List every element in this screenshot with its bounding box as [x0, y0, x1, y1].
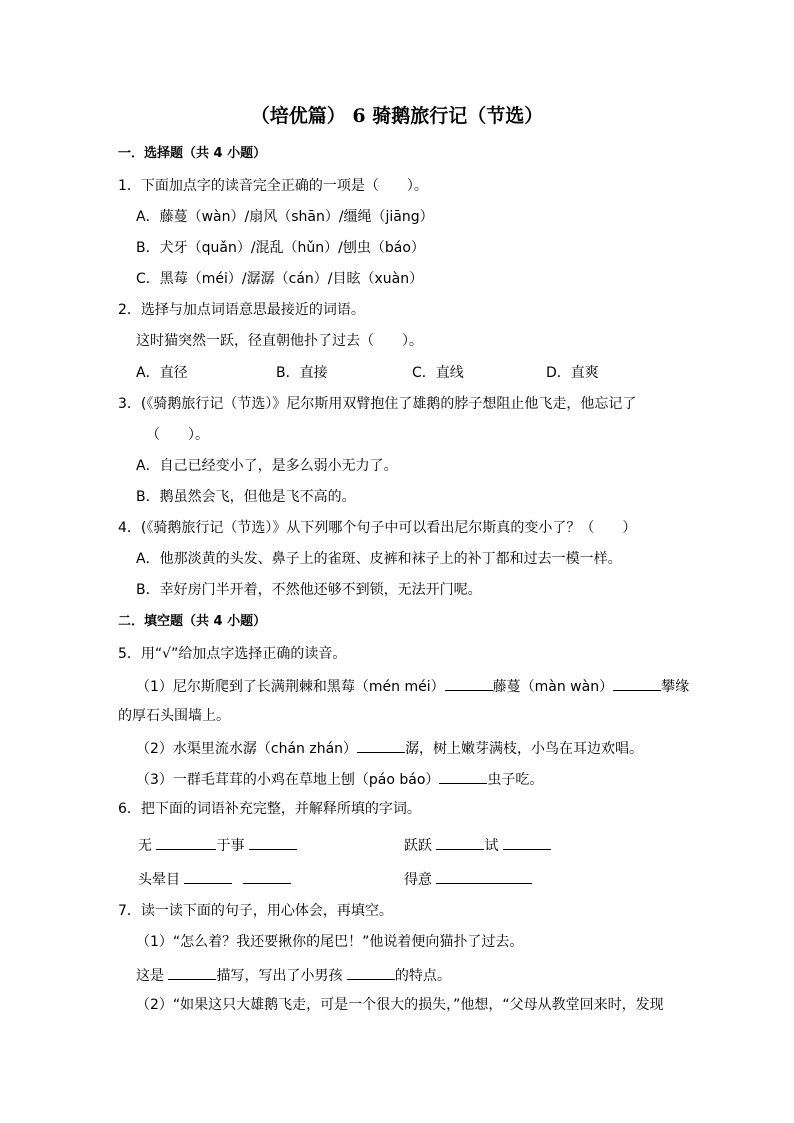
- answer-blank[interactable]: [439, 769, 487, 784]
- answer-blank[interactable]: [436, 869, 532, 884]
- question-4-option-b: B．幸好房门半开着，不然他还够不到锁，无法开门呢。: [136, 582, 482, 598]
- question-1-stem: 1．下面加点字的读音完全正确的一项是（ ）。: [118, 178, 428, 194]
- question-5-stem: 5．用“√”给加点字选择正确的读音。: [118, 646, 347, 662]
- answer-blank[interactable]: [184, 869, 232, 884]
- answer-blank[interactable]: [156, 835, 216, 850]
- question-3-stem: 3．(《骑鹅旅行记（节选）》尼尔斯用双臂抱住了雄鹅的脖子想阻止他飞走，他忘记了: [118, 396, 637, 412]
- answer-blank[interactable]: [357, 738, 405, 753]
- section-heading-choice: 一．选择题（共 4 小题）: [118, 146, 267, 161]
- question-2-option-a: A．直径: [136, 365, 188, 381]
- question-2-sentence: 这时猫突然一跃，径直朝他扑了过去（ ）。: [136, 333, 423, 349]
- question-7-item-2: （2）“如果这只大雄鹅飞走，可是一个很大的损失，”他想，“父母从教堂回来时，发现: [136, 997, 664, 1013]
- question-3-option-b: B．鹅虽然会飞，但他是飞不高的。: [136, 489, 356, 505]
- answer-blank[interactable]: [436, 835, 484, 850]
- question-2-stem: 2．选择与加点词语意思最接近的词语。: [118, 302, 365, 318]
- answer-blank[interactable]: [243, 869, 291, 884]
- question-1-option-c: C．黑莓（méi）/潺潺（cán）/目眩（xuàn）: [136, 271, 424, 287]
- answer-blank[interactable]: [613, 676, 661, 691]
- answer-blank[interactable]: [445, 676, 493, 691]
- question-2-option-c: C．直线: [412, 365, 464, 381]
- section-heading-fill: 二．填空题（共 4 小题）: [118, 614, 267, 629]
- question-4-option-a: A．他那淡黄的头发、鼻子上的雀斑、皮裤和袜子上的补丁都和过去一模一样。: [136, 551, 622, 567]
- question-7-item-1: （1）“怎么着？我还要揪你的尾巴！”他说着便向猫扑了过去。: [136, 934, 524, 950]
- question-2-option-b: B．直接: [276, 365, 328, 381]
- question-5-item-3: （3）一群毛茸茸的小鸡在草地上刨（páo báo） 虫子吃。: [136, 769, 543, 789]
- question-3-stem-cont: （ ）。: [146, 427, 209, 443]
- page-title: （培优篇） 6 骑鹅旅行记（节选）: [250, 105, 544, 127]
- question-7-stem: 7．读一读下面的句子，用心体会，再填空。: [118, 903, 393, 919]
- question-6-stem: 6．把下面的词语补充完整，并解释所填的字词。: [118, 801, 421, 817]
- answer-blank[interactable]: [249, 835, 297, 850]
- question-6-word-3: 头晕目: [138, 869, 291, 889]
- question-6-word-4: 得意: [404, 869, 532, 889]
- question-4-stem: 4．(《骑鹅旅行记（节选）》从下列哪个句子中可以看出尼尔斯真的变小了？（ ）: [118, 520, 637, 536]
- question-5-item-1: （1）尼尔斯爬到了长满荆棘和黑莓（mén méi） 藤蔓（màn wàn） 攀缘: [136, 676, 689, 696]
- answer-blank[interactable]: [503, 835, 551, 850]
- question-7-item-1-fill: 这是 描写，写出了小男孩 的特点。: [136, 965, 451, 985]
- question-6-word-1: 无 于事: [138, 835, 297, 855]
- question-6-word-2: 跃跃 试: [404, 835, 551, 855]
- question-5-item-2: （2）水渠里流水潺（chán zhán） 潺，树上嫩芽满枝，小鸟在耳边欢唱。: [136, 738, 643, 758]
- question-3-option-a: A．自己已经变小了，是多么弱小无力了。: [136, 458, 398, 474]
- question-1-option-b: B．犬牙（quǎn）/混乱（hǔn）/刨虫（báo）: [136, 240, 425, 256]
- answer-blank[interactable]: [347, 965, 395, 980]
- answer-blank[interactable]: [168, 965, 216, 980]
- question-1-option-a: A．藤蔓（wàn）/扇风（shān）/缰绳（jiāng）: [136, 209, 434, 225]
- question-5-item-1-cont: 的厚石头围墙上。: [118, 708, 230, 724]
- question-2-option-d: D．直爽: [546, 365, 599, 381]
